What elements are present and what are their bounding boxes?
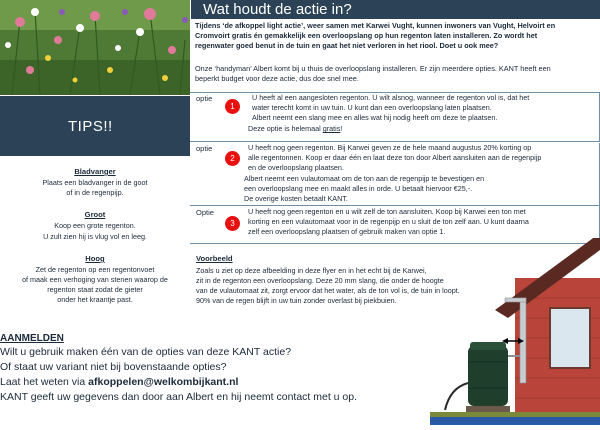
tip-heading: Groot [84, 210, 106, 219]
option-text: Albert neemt een vulautomaat om de ton aan de regenpijp te bevestigen en [244, 174, 485, 183]
option-number-badge: 1 [225, 99, 240, 114]
tip-text: Zet de regenton op een regentonvoet [35, 265, 155, 274]
aanmelden-text: Wilt u gebruik maken één van de opties van deze KANT actie? [0, 346, 292, 358]
option-text: een overloopslang mee en maakt alles in orde. U betaalt hiervoor €25,-. [244, 184, 473, 193]
intro-line: Onze ‘handyman’ Albert komt bij u thuis de overloopslang installeren. Er zijn meerdere opties. KANT heeft een [195, 64, 551, 73]
voorbeeld-text: 90% van de regen blijft in uw tuin zonder overlast bij piekbuien. [196, 296, 397, 305]
header-bar [191, 0, 600, 19]
intro-line: Tijdens ‘de afkoppel light actie’, weer samen met Karwei Vught, kunnen inwoners van Vught, Helvoirt en [195, 21, 556, 30]
option-text: water terecht komt in uw tuin. U kunt dan een overloopslang laten plaatsen. [252, 103, 492, 112]
option-label: Optie [196, 208, 214, 217]
option-text: De overige kosten betaalt KANT. [244, 194, 348, 203]
tip-text: U zult zien hij is vlug vol en leeg. [43, 232, 147, 241]
aanmelden-text: Laat het weten via afkoppelen@welkombijkant.nl [0, 376, 239, 388]
voorbeeld-text: zit in de regenton een overloopslang. Deze 20 mm slang, die onder de hoogte [196, 276, 444, 285]
option-1-box [190, 92, 600, 142]
intro-line: regenwater goed benut in de tuin en gaat het niet verloren in het riool. Doet u ook mee? [195, 41, 499, 50]
option-text: U heeft al een aangesloten regenton. U wilt alsnog, wanneer de regenton vol is, dat het [252, 93, 530, 102]
option-text: zelf een overloopslang plaatsen of gebruik maken van optie 1. [248, 227, 446, 236]
flower-meadow-photo [0, 0, 190, 95]
rain-barrel-house-illustration [430, 238, 600, 425]
option-text: alle regentonnen. Koop er daar één en laat deze ton door Albert aansluiten aan de regenpijp [248, 153, 542, 162]
tip-text: Plaats een bladvanger in de goot [42, 178, 148, 187]
tip-text: onder het kraantje past. [57, 295, 133, 304]
voorbeeld-text: van de vulautomaat zit, zorgt ervoor dat het water, als de ton vol is, de tuin in loopt. [196, 286, 460, 295]
option-text: U heeft nog geen regenton. Bij Karwei geven ze de hele maand augustus 20% korting op [248, 143, 532, 152]
option-text: U heeft nog geen regenton en u wilt zelf de ton aansluiten. Koop bij Karwei een ton met [248, 207, 526, 216]
page-title: Wat houdt de actie in? [203, 1, 352, 18]
tip-text: Koop een grote regenton. [54, 221, 136, 230]
email-link[interactable]: afkoppelen@welkombijkant.nl [88, 376, 239, 388]
option-text: korting en een vulautomaat voor in de regenpijp en u sluit de ton zelf aan. U kunt daarna [248, 217, 529, 226]
tip-text: of maak een verhoging van stenen waarop de [22, 275, 168, 284]
voorbeeld-text: Zoals u ziet op deze afbeelding in deze flyer en in het echt bij de Karwei, [196, 266, 427, 275]
option-number-badge: 3 [225, 216, 240, 231]
aanmelden-text: Of staat uw variant niet bij bovenstaande opties? [0, 361, 227, 373]
tips-banner [0, 96, 190, 156]
option-label: optie [196, 144, 213, 153]
intro-line: Cromvoirt gratis én gemakkelijk een overloopslang op hun regenton laten installeren. Zo wordt het [195, 31, 538, 40]
option-label: optie [196, 94, 213, 103]
gratis-link[interactable]: gratis [322, 124, 341, 133]
option-text: Deze optie is helemaal gratis! [248, 124, 343, 133]
aanmelden-heading: AANMELDEN [0, 333, 64, 344]
option-text: en de overloopslang plaatsen. [248, 163, 344, 172]
option-2-box [190, 143, 600, 206]
tip-text: of in de regenpijp. [66, 188, 124, 197]
option-number-badge: 2 [225, 151, 240, 166]
tips-title: TIPS!! [68, 118, 113, 135]
tip-heading: Bladvanger [74, 167, 116, 176]
tip-heading: Hoog [85, 254, 105, 263]
voorbeeld-heading: Voorbeeld [196, 254, 233, 263]
intro-line: beperkt budget voor deze actie, dus doe snel mee. [195, 74, 359, 83]
option-text: Albert neemt een slang mee en alles wat hij nodig heeft om deze te plaatsen. [252, 113, 498, 122]
tip-text: regenton staat zodat de gieter [47, 285, 143, 294]
aanmelden-text: KANT geeft uw gegevens dan door aan Albert en hij neemt contact met u op. [0, 391, 358, 403]
